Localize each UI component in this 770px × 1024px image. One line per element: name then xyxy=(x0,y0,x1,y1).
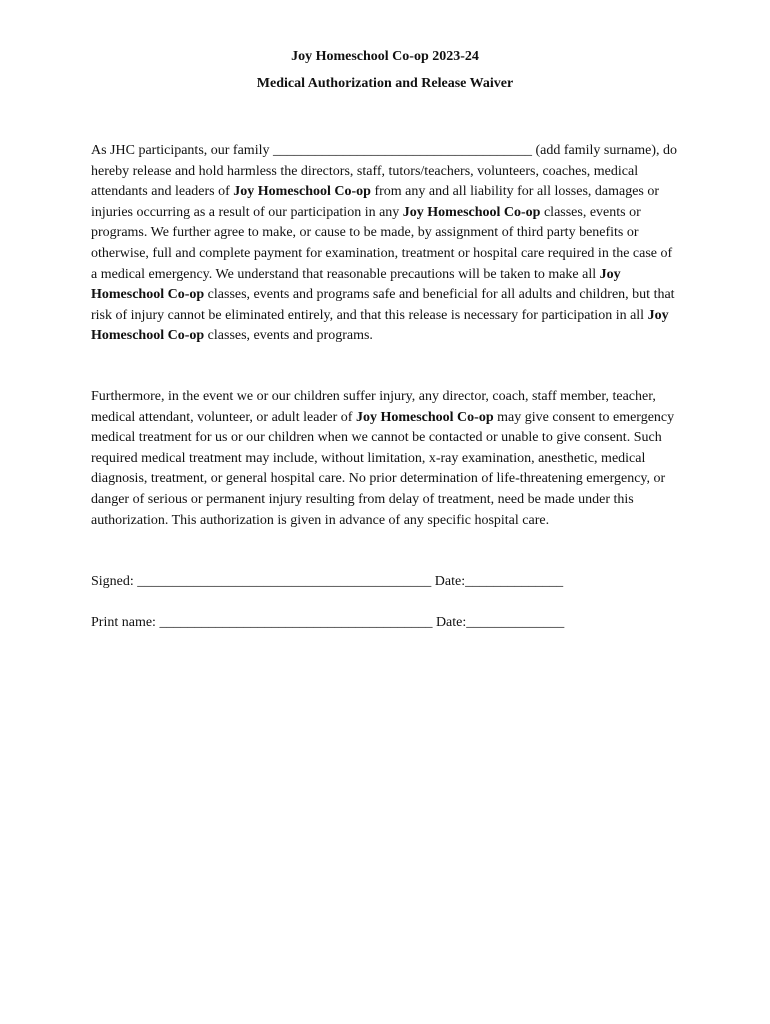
print-name-date-blank: ______________ xyxy=(466,615,565,630)
signed-label: Signed: xyxy=(91,574,138,589)
family-surname-blank: _____________________________________ xyxy=(272,143,532,158)
org-name: Joy Homeschool Co-op xyxy=(91,266,621,303)
org-name: Joy Homeschool Co-op xyxy=(233,184,371,200)
release-text-2: (add family surname), do hereby release and hold harmless the directors, staff, tutors/teachers, volunteers, coaches, medical attendants and leaders of xyxy=(91,143,677,200)
authorization-text-2: may give consent to emergency medical treatment for us or our children when we cannot be contacted or unable to give consent. Such required medical treatment may include, without limitation, x-ray examination, anesthetic, medical diagnosis, treatment, or general hospital care. No prior determination of life-threatening emergency, or danger of serious or permanent injury resulting from delay of treatment, need be made under this authorization. This authorization is given in advance of any specific hospital care. xyxy=(91,409,675,528)
org-name: Joy Homeschool Co-op xyxy=(402,204,541,220)
print-name-blank: _______________________________________ xyxy=(159,615,433,630)
signature-blank: __________________________________________ xyxy=(137,574,432,589)
org-name: Joy Homeschool Co-op xyxy=(91,307,669,344)
release-text-3: from any and all liability for all losses, damages or injuries occurring as a result of our participation in any xyxy=(91,184,660,220)
authorization-text-1: Furthermore, in the event we or our children suffer injury, any director, coach, staff member, teacher, medical attendant, volunteer, or adult leader of xyxy=(91,389,656,425)
print-name-line xyxy=(91,613,564,633)
release-text-1: As JHC participants, our family xyxy=(91,143,273,158)
document-subtitle: Medical Authorization and Release Waiver xyxy=(256,76,514,91)
release-text-4: classes, events or programs. We further agree to make, or cause to be made, by assignment of third party benefits or otherwise, full and complete payment for examination, treatment or hospital care required in the case of a medical emergency. We understand that reasonable precautions will be taken to make all xyxy=(91,204,673,282)
document-title: Joy Homeschool Co-op 2023-24 xyxy=(291,49,479,64)
date-label: Date: xyxy=(431,574,466,589)
release-text-6: classes, events and programs. xyxy=(204,328,373,344)
authorization-paragraph xyxy=(91,387,681,531)
signature-line xyxy=(91,572,563,592)
print-name-label: Print name: xyxy=(91,615,160,630)
release-paragraph xyxy=(91,141,681,347)
org-name: Joy Homeschool Co-op xyxy=(355,409,494,425)
date-label: Date: xyxy=(432,615,467,630)
release-text-5: classes, events and programs safe and beneficial for all adults and children, but that risk of injury cannot be eliminated entirely, and that this release is necessary for participation in all xyxy=(91,287,675,323)
signature-date-blank: ______________ xyxy=(465,574,564,589)
